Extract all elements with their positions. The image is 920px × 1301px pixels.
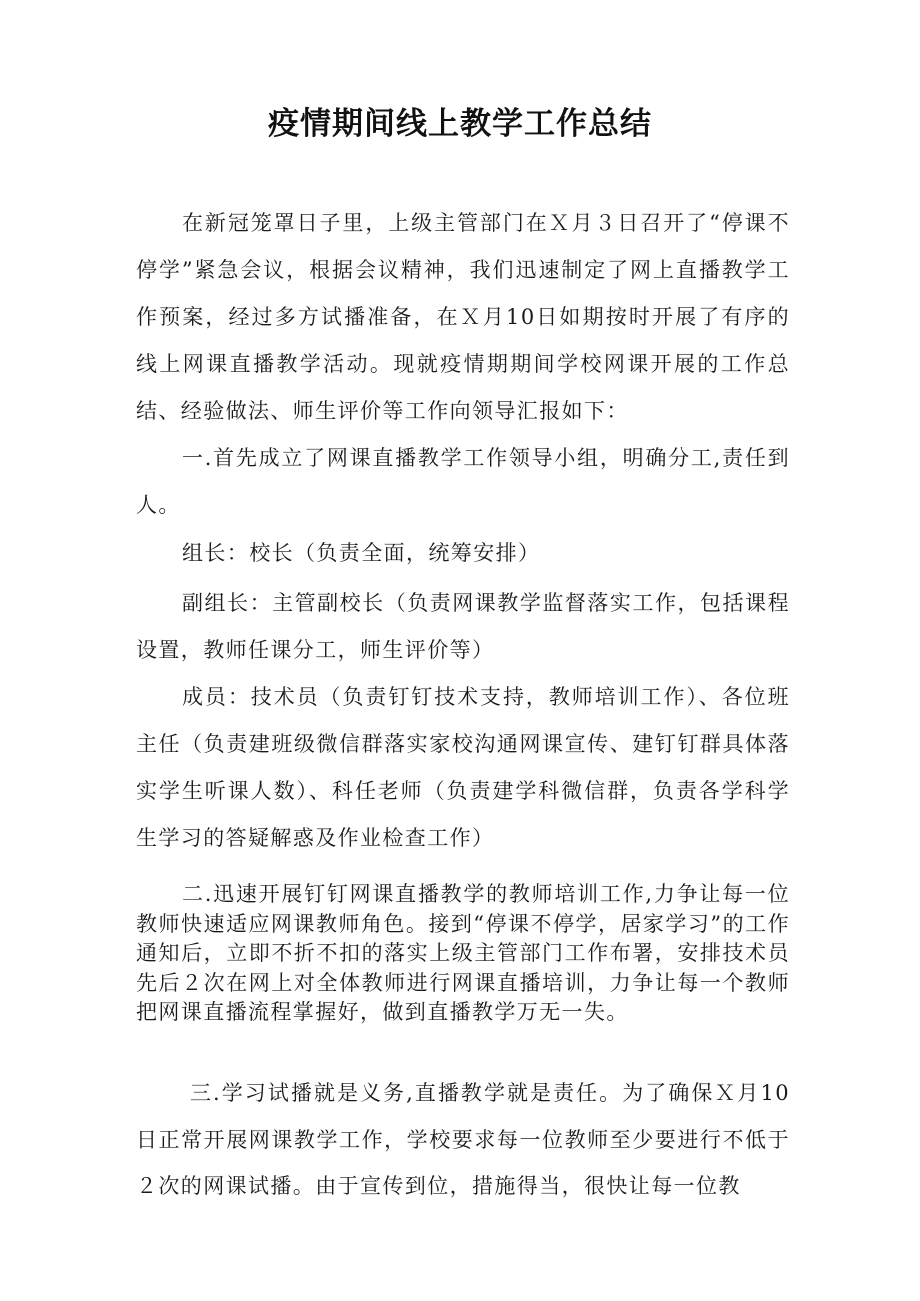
paragraph-members: 成员：技术员（负责钉钉技术支持，教师培训工作）、各位班主任（负责建班级微信群落实家校沟通网课宣传、建钉钉群具体落实学生听课人数）、科任老师（负责建学科微信群，负责各学科学生学习的答疑解惑及作业检查工作） — [136, 685, 790, 850]
paragraph-section-1: 一.首先成立了网课直播教学工作领导小组，明确分工,责任到人。 — [136, 446, 790, 517]
page-title: 疫情期间线上教学工作总结 — [268, 106, 652, 142]
paragraph-section-2: 二.迅速开展钉钉网课直播教学的教师培训工作,力争让每一位教师快速适应网课教师角色。接到“停课不停学，居家学习”的工作通知后，立即不折不扣的落实上级主管部门工作布署，安排技术员先后２次在网上对全体教师进行网课直播培训，力争让每一个教师把网课直播流程掌握好，做到直播教学万无一失。 — [136, 882, 790, 1024]
paragraph-group-leader: 组长：校长（负责全面，统筹安排） — [182, 541, 541, 565]
paragraph-intro: 在新冠笼罩日子里，上级主管部门在Ｘ月３日召开了“停课不停学”紧急会议，根据会议精神，我们迅速制定了网上直播教学工作预案，经过多方试播准备，在Ｘ月10日如期按时开展了有序的线上网课直播教学活动。现就疫情期期间学校网课开展的工作总结、经验做法、师生评价等工作向领导汇报如下： — [136, 211, 790, 423]
paragraph-section-3: 三.学习试播就是义务,直播教学就是责任。为了确保Ｘ月10日正常开展网课教学工作，学校要求每一位教师至少要进行不低于２次的网课试播。由于宣传到位，措施得当，很快让每一位教 — [136, 1081, 790, 1198]
paragraph-deputy-leader: 副组长：主管副校长（负责网课教学监督落实工作，包括课程设置，教师任课分工，师生评价等） — [136, 591, 790, 662]
